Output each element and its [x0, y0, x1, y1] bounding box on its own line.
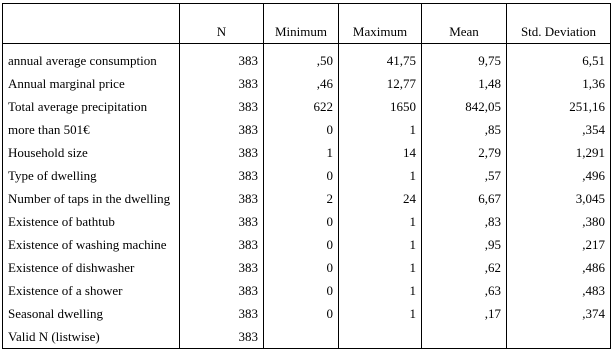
cell-n: 383: [180, 95, 264, 118]
cell-maximum: 1: [339, 210, 422, 233]
cell-minimum: 0: [264, 233, 339, 256]
row-label: Type of dwelling: [3, 164, 180, 187]
cell-std-deviation: ,496: [507, 164, 611, 187]
cell-mean: ,62: [422, 256, 507, 279]
cell-n: 383: [180, 187, 264, 210]
cell-minimum: ,50: [264, 44, 339, 73]
cell-mean: 6,67: [422, 187, 507, 210]
row-label: Seasonal dwelling: [3, 302, 180, 325]
cell-maximum: 12,77: [339, 72, 422, 95]
row-label: Number of taps in the dwelling: [3, 187, 180, 210]
table-row: [3, 44, 611, 73]
row-label: Annual marginal price: [3, 72, 180, 95]
cell-minimum: [264, 325, 339, 349]
table-row: [3, 187, 611, 210]
header-cell-mean: Mean: [422, 4, 507, 44]
cell-maximum: 14: [339, 141, 422, 164]
cell-n: 383: [180, 233, 264, 256]
cell-n: 383: [180, 118, 264, 141]
cell-minimum: 0: [264, 302, 339, 325]
row-label: annual average consumption: [3, 44, 180, 73]
cell-n: 383: [180, 44, 264, 73]
cell-mean: 2,79: [422, 141, 507, 164]
table-row: [3, 118, 611, 141]
cell-n: 383: [180, 256, 264, 279]
cell-std-deviation: 3,045: [507, 187, 611, 210]
cell-maximum: 1: [339, 256, 422, 279]
cell-minimum: 0: [264, 210, 339, 233]
cell-n: 383: [180, 141, 264, 164]
header-row: [3, 4, 611, 44]
cell-n: 383: [180, 72, 264, 95]
cell-std-deviation: ,483: [507, 279, 611, 302]
cell-maximum: 1: [339, 233, 422, 256]
cell-mean: ,83: [422, 210, 507, 233]
cell-n: 383: [180, 325, 264, 349]
table-row: [3, 256, 611, 279]
cell-mean: [422, 325, 507, 349]
table-body: [3, 44, 611, 349]
cell-maximum: 1: [339, 164, 422, 187]
cell-n: 383: [180, 210, 264, 233]
cell-std-deviation: 6,51: [507, 44, 611, 73]
table-row: [3, 233, 611, 256]
cell-maximum: 1650: [339, 95, 422, 118]
cell-std-deviation: ,217: [507, 233, 611, 256]
table-row: [3, 210, 611, 233]
cell-maximum: 24: [339, 187, 422, 210]
row-label: Household size: [3, 141, 180, 164]
cell-n: 383: [180, 164, 264, 187]
row-label: more than 501€: [3, 118, 180, 141]
header-cell-label: [3, 4, 180, 44]
cell-minimum: ,46: [264, 72, 339, 95]
cell-mean: 9,75: [422, 44, 507, 73]
cell-maximum: 1: [339, 279, 422, 302]
header-cell-maximum: Maximum: [339, 4, 422, 44]
table-row: [3, 164, 611, 187]
cell-mean: 842,05: [422, 95, 507, 118]
cell-mean: ,95: [422, 233, 507, 256]
cell-n: 383: [180, 279, 264, 302]
row-label: Existence of a shower: [3, 279, 180, 302]
cell-std-deviation: ,374: [507, 302, 611, 325]
cell-std-deviation: 1,36: [507, 72, 611, 95]
descriptive-statistics-table-container: [2, 3, 611, 349]
cell-maximum: 41,75: [339, 44, 422, 73]
header-cell-std-deviation: Std. Deviation: [507, 4, 611, 44]
cell-mean: ,57: [422, 164, 507, 187]
cell-minimum: 0: [264, 279, 339, 302]
cell-maximum: [339, 325, 422, 349]
table-row: [3, 141, 611, 164]
cell-minimum: 2: [264, 187, 339, 210]
cell-std-deviation: ,380: [507, 210, 611, 233]
cell-std-deviation: [507, 325, 611, 349]
descriptive-statistics-table: [2, 3, 611, 349]
cell-minimum: 0: [264, 256, 339, 279]
cell-std-deviation: ,354: [507, 118, 611, 141]
cell-std-deviation: ,486: [507, 256, 611, 279]
cell-maximum: 1: [339, 302, 422, 325]
table-row: [3, 302, 611, 325]
cell-minimum: 0: [264, 164, 339, 187]
row-label: Existence of washing machine: [3, 233, 180, 256]
table-row: [3, 95, 611, 118]
header-cell-n: N: [180, 4, 264, 44]
table-row: [3, 325, 611, 349]
row-label: Existence of dishwasher: [3, 256, 180, 279]
cell-mean: 1,48: [422, 72, 507, 95]
row-label: Existence of bathtub: [3, 210, 180, 233]
cell-std-deviation: 251,16: [507, 95, 611, 118]
table-row: [3, 72, 611, 95]
cell-minimum: 0: [264, 118, 339, 141]
table-row: [3, 279, 611, 302]
row-label: Total average precipitation: [3, 95, 180, 118]
cell-n: 383: [180, 302, 264, 325]
cell-mean: ,63: [422, 279, 507, 302]
cell-minimum: 622: [264, 95, 339, 118]
header-cell-minimum: Minimum: [264, 4, 339, 44]
cell-minimum: 1: [264, 141, 339, 164]
cell-mean: ,17: [422, 302, 507, 325]
cell-maximum: 1: [339, 118, 422, 141]
cell-mean: ,85: [422, 118, 507, 141]
cell-std-deviation: 1,291: [507, 141, 611, 164]
row-label: Valid N (listwise): [3, 325, 180, 349]
